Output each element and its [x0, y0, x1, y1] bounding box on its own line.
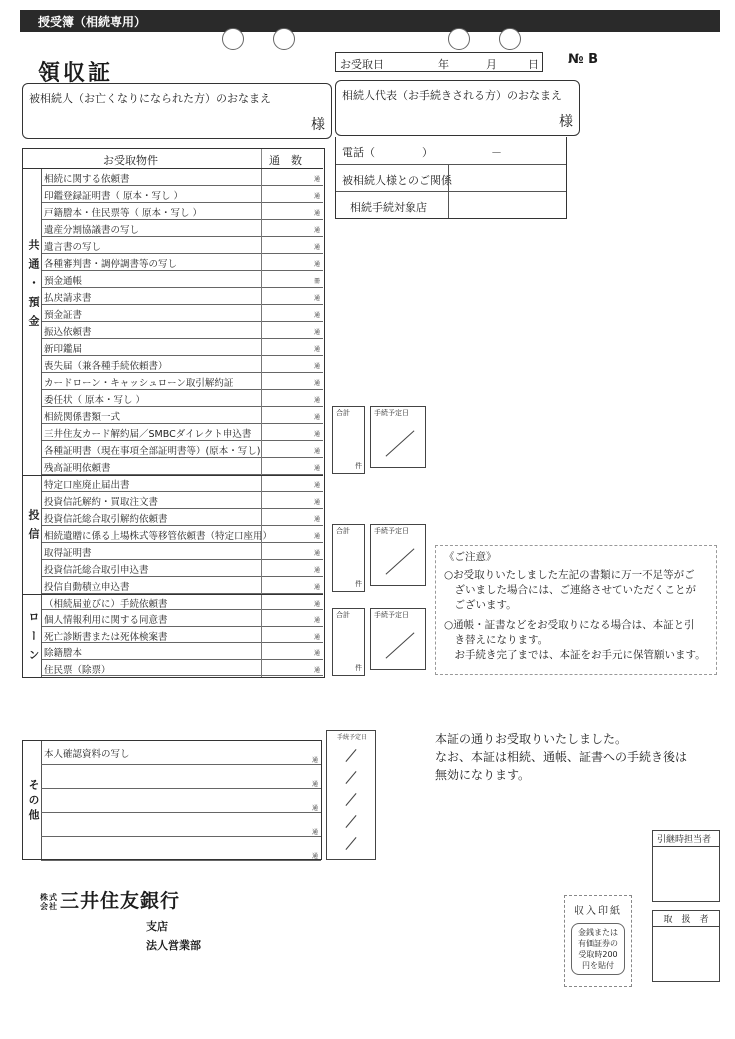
item-name: 投資信託解約・買取注文書 — [44, 497, 159, 508]
section-label-invest: 投信 — [27, 509, 40, 547]
table-row[interactable] — [41, 594, 323, 610]
item-name: 遺産分割協議書の写し — [44, 225, 140, 236]
decedent-name-field[interactable] — [22, 83, 332, 139]
table-row[interactable] — [41, 203, 323, 220]
section-label-other: その他 — [27, 779, 40, 824]
table-row[interactable] — [41, 837, 321, 861]
header-band — [20, 10, 720, 32]
item-name: 特定口座廃止届出書 — [44, 480, 130, 491]
binder-hole — [448, 28, 470, 50]
date-label: お受取日 — [340, 58, 384, 71]
item-name: 各種証明書（現在事項全部証明書等）(原本・写し) — [44, 446, 261, 457]
loan-schedule-box[interactable]: 手続予定日 — [370, 608, 426, 670]
caution-line: ございます。 — [444, 599, 517, 611]
item-unit: 通 — [313, 601, 320, 608]
binder-hole — [222, 28, 244, 50]
invest-total-box[interactable]: 合計 件 — [332, 524, 365, 592]
schedule-slash — [345, 793, 356, 806]
schedule-slash — [345, 837, 356, 850]
item-unit: 通 — [313, 617, 320, 625]
phone-close: ） — [422, 146, 433, 159]
branch-row[interactable] — [336, 191, 566, 218]
item-unit: 通 — [313, 414, 320, 421]
phone-dash: － — [491, 146, 502, 159]
honorific: 様 — [559, 114, 573, 130]
corp-type: 株式会社 — [40, 892, 58, 911]
item-unit: 通 — [313, 482, 320, 489]
table-row[interactable] — [41, 560, 323, 577]
item-name: 投資信託総合取引申込書 — [44, 565, 149, 576]
table-row[interactable] — [41, 169, 323, 186]
receipt-line: 本証の通りお受取りいたしました。 — [435, 732, 628, 746]
item-name: 三井住友カード解約届／SMBCダイレクト申込書 — [44, 429, 252, 440]
table-row[interactable] — [41, 407, 323, 424]
table-row[interactable] — [41, 627, 323, 643]
bank-name — [40, 886, 180, 913]
table-row[interactable] — [41, 339, 323, 356]
item-unit: 通 — [313, 295, 320, 302]
item-unit: 通 — [313, 584, 320, 591]
table-row[interactable] — [41, 492, 323, 509]
item-name: 各種審判書・調停調書等の写し — [44, 259, 178, 270]
item-unit: 通 — [313, 346, 320, 353]
item-unit: 通 — [313, 533, 320, 540]
contact-info-table — [335, 137, 567, 219]
common-total-box[interactable]: 合計 件 — [332, 406, 365, 474]
item-unit: 通 — [313, 210, 320, 217]
item-name: 投信自動積立申込書 — [44, 582, 130, 593]
loan-total-box[interactable]: 合計 件 — [332, 608, 365, 676]
item-name: 残高証明依頼書 — [44, 463, 111, 474]
item-unit: 通 — [313, 516, 320, 523]
section-label-common: 共通・預金 — [27, 239, 40, 334]
table-row[interactable] — [41, 390, 323, 407]
table-row[interactable] — [41, 288, 323, 305]
caution-line: き替えになります。 — [444, 634, 549, 646]
item-unit: 通 — [311, 781, 318, 788]
table-row[interactable] — [41, 441, 323, 458]
item-unit: 通 — [313, 380, 320, 387]
item-name: 相続遺贈に係る上場株式等移管依頼書（特定口座用） — [44, 531, 273, 542]
table-row[interactable] — [41, 789, 321, 813]
items-table — [22, 148, 325, 678]
handler-label: 取 扱 者 — [653, 911, 719, 927]
bank-title: 三井住友銀行 — [60, 890, 181, 912]
item-unit: 通 — [311, 757, 318, 764]
relation-row[interactable] — [336, 164, 566, 191]
table-row[interactable] — [41, 610, 323, 626]
item-unit: 通 — [313, 329, 320, 336]
item-name: 投資信託総合取引解約依頼書 — [44, 514, 168, 525]
branch-label: 相続手続対象店 — [350, 201, 427, 214]
handover-staff-box[interactable] — [652, 830, 720, 902]
item-unit: 通 — [313, 397, 320, 404]
form-type: 授受簿（相続専用） — [38, 15, 147, 29]
item-unit: 冊 — [313, 278, 320, 285]
caution-line: ざいました場合には、ご連絡させていただくことが — [444, 584, 696, 596]
table-row[interactable] — [41, 475, 323, 492]
schedule-slash — [345, 749, 356, 762]
item-name: カードローン・キャッシュローン取引解約証 — [44, 378, 234, 389]
item-unit: 通 — [313, 567, 320, 574]
table-row[interactable] — [41, 577, 323, 594]
item-unit: 通 — [313, 666, 320, 674]
table-row[interactable] — [41, 373, 323, 390]
item-unit: 通 — [313, 227, 320, 234]
day-label: 日 — [528, 58, 539, 71]
binder-hole — [273, 28, 295, 50]
table-row[interactable] — [41, 424, 323, 441]
caution-line: ○通帳・証書などをお受取りになる場合は、本証と引 — [444, 619, 695, 631]
receipt-number: № B — [568, 52, 599, 67]
table-row[interactable] — [41, 254, 323, 271]
item-unit: 通 — [311, 829, 318, 836]
receipt-date-field[interactable] — [335, 52, 543, 72]
item-name: 振込依頼書 — [44, 327, 92, 338]
decedent-label: 被相続人（お亡くなりになられた方）のおなまえ — [29, 92, 271, 105]
item-name: 相続に関する依頼書 — [44, 174, 130, 185]
stamp-title: 収入印紙 — [574, 906, 622, 917]
table-row[interactable] — [41, 237, 323, 254]
item-name: 印鑑登録証明書（ 原本・写し ） — [44, 191, 184, 202]
item-unit: 通 — [313, 465, 320, 472]
table-row[interactable] — [41, 271, 323, 288]
invest-schedule-box[interactable]: 手続予定日 — [370, 524, 426, 586]
item-unit: 通 — [313, 650, 320, 658]
schedule-slash — [345, 771, 356, 784]
caution-line: お手続き完了までは、本証をお手元に保管願います。 — [444, 649, 706, 661]
item-unit: 通 — [313, 193, 320, 200]
item-name: 相続関係書類一式 — [44, 412, 121, 423]
item-unit: 通 — [311, 805, 318, 812]
table-row[interactable] — [41, 305, 323, 322]
representative-name-field[interactable] — [335, 80, 580, 136]
year-label: 年 — [438, 58, 449, 71]
item-name: 預金証書 — [44, 310, 83, 321]
binder-hole — [499, 28, 521, 50]
item-unit: 通 — [313, 448, 320, 455]
table-row[interactable] — [41, 509, 323, 526]
table-row[interactable] — [41, 458, 323, 475]
table-row[interactable] — [41, 322, 323, 339]
document-title: 領収証 — [38, 61, 114, 86]
table-row[interactable] — [41, 813, 321, 837]
table-row[interactable] — [41, 356, 323, 373]
item-unit: 通 — [313, 312, 320, 319]
phone-row[interactable] — [336, 137, 566, 164]
section-label-loan: ローン — [27, 611, 40, 668]
item-name: 新印鑑届 — [44, 344, 83, 355]
count-header: 通 数 — [269, 154, 302, 167]
item-name: 喪失届（兼各種手続依頼書） — [44, 361, 168, 372]
relation-label: 被相続人様とのご関係 — [342, 174, 452, 187]
receipt-statement — [435, 730, 687, 784]
handler-staff-box[interactable] — [652, 910, 720, 982]
item-name: 個人情報利用に関する同意書 — [44, 615, 168, 627]
item-unit: 通 — [313, 633, 320, 641]
item-unit: 通 — [311, 853, 318, 860]
item-name: 死亡診断書または死体検案書 — [44, 631, 168, 643]
caution-title: 《ご注意》 — [444, 551, 497, 563]
table-row[interactable] — [41, 186, 323, 203]
item-unit: 通 — [313, 363, 320, 370]
items-header: お受取物件 — [103, 154, 158, 167]
item-unit: 通 — [313, 431, 320, 438]
caution-notice — [435, 545, 717, 675]
phone-label: 電話（ — [342, 146, 375, 159]
corp-dept-text: 法人営業部 — [146, 939, 201, 952]
item-name: 遺言書の写し — [44, 242, 102, 253]
caution-line: ○お受取りいたしました左記の書類に万一不足等がご — [444, 569, 695, 581]
item-name: 預金通帳 — [44, 276, 83, 287]
table-row[interactable] — [41, 741, 321, 765]
month-label: 月 — [486, 58, 497, 71]
receipt-line: 無効になります。 — [435, 768, 531, 782]
item-name: 戸籍謄本・住民票等（ 原本・写し ） — [44, 208, 203, 219]
table-row[interactable] — [41, 220, 323, 237]
schedule-slash — [345, 815, 356, 828]
revenue-stamp-box: 収入印紙 金銭または 有価証券の 受取時200 円を貼付 — [564, 895, 632, 987]
item-unit: 通 — [313, 176, 320, 183]
item-name: （相続届並びに）手続依頼書 — [44, 599, 168, 610]
item-unit: 通 — [313, 244, 320, 251]
other-items-table — [22, 740, 322, 860]
item-unit: 通 — [313, 550, 320, 557]
item-name: 払戻請求書 — [44, 293, 92, 304]
table-row[interactable] — [41, 660, 323, 676]
table-row[interactable] — [41, 526, 323, 543]
item-name: 本人確認資料の写し — [44, 749, 130, 760]
table-header — [23, 149, 323, 169]
item-unit: 通 — [313, 499, 320, 506]
table-row[interactable] — [41, 643, 323, 659]
table-row[interactable] — [41, 543, 323, 560]
honorific: 様 — [311, 117, 325, 133]
table-row[interactable] — [41, 765, 321, 789]
item-unit: 通 — [313, 261, 320, 268]
branch-text: 支店 — [146, 920, 168, 933]
handover-label: 引継時担当者 — [653, 831, 719, 847]
other-schedule-column[interactable] — [326, 730, 376, 860]
schedule-label: 手続予定日 — [337, 734, 368, 741]
item-name: 住民票（除票） — [44, 664, 111, 676]
item-name: 除籍謄本 — [44, 648, 83, 660]
representative-label: 相続人代表（お手続きされる方）のおなまえ — [342, 89, 562, 102]
item-name: 取得証明書 — [44, 548, 92, 559]
item-name: 委任状（ 原本・写し ） — [44, 395, 146, 406]
common-schedule-box[interactable]: 手続予定日 — [370, 406, 426, 468]
receipt-line: なお、本証は相続、通帳、証書への手続き後は — [435, 750, 688, 764]
